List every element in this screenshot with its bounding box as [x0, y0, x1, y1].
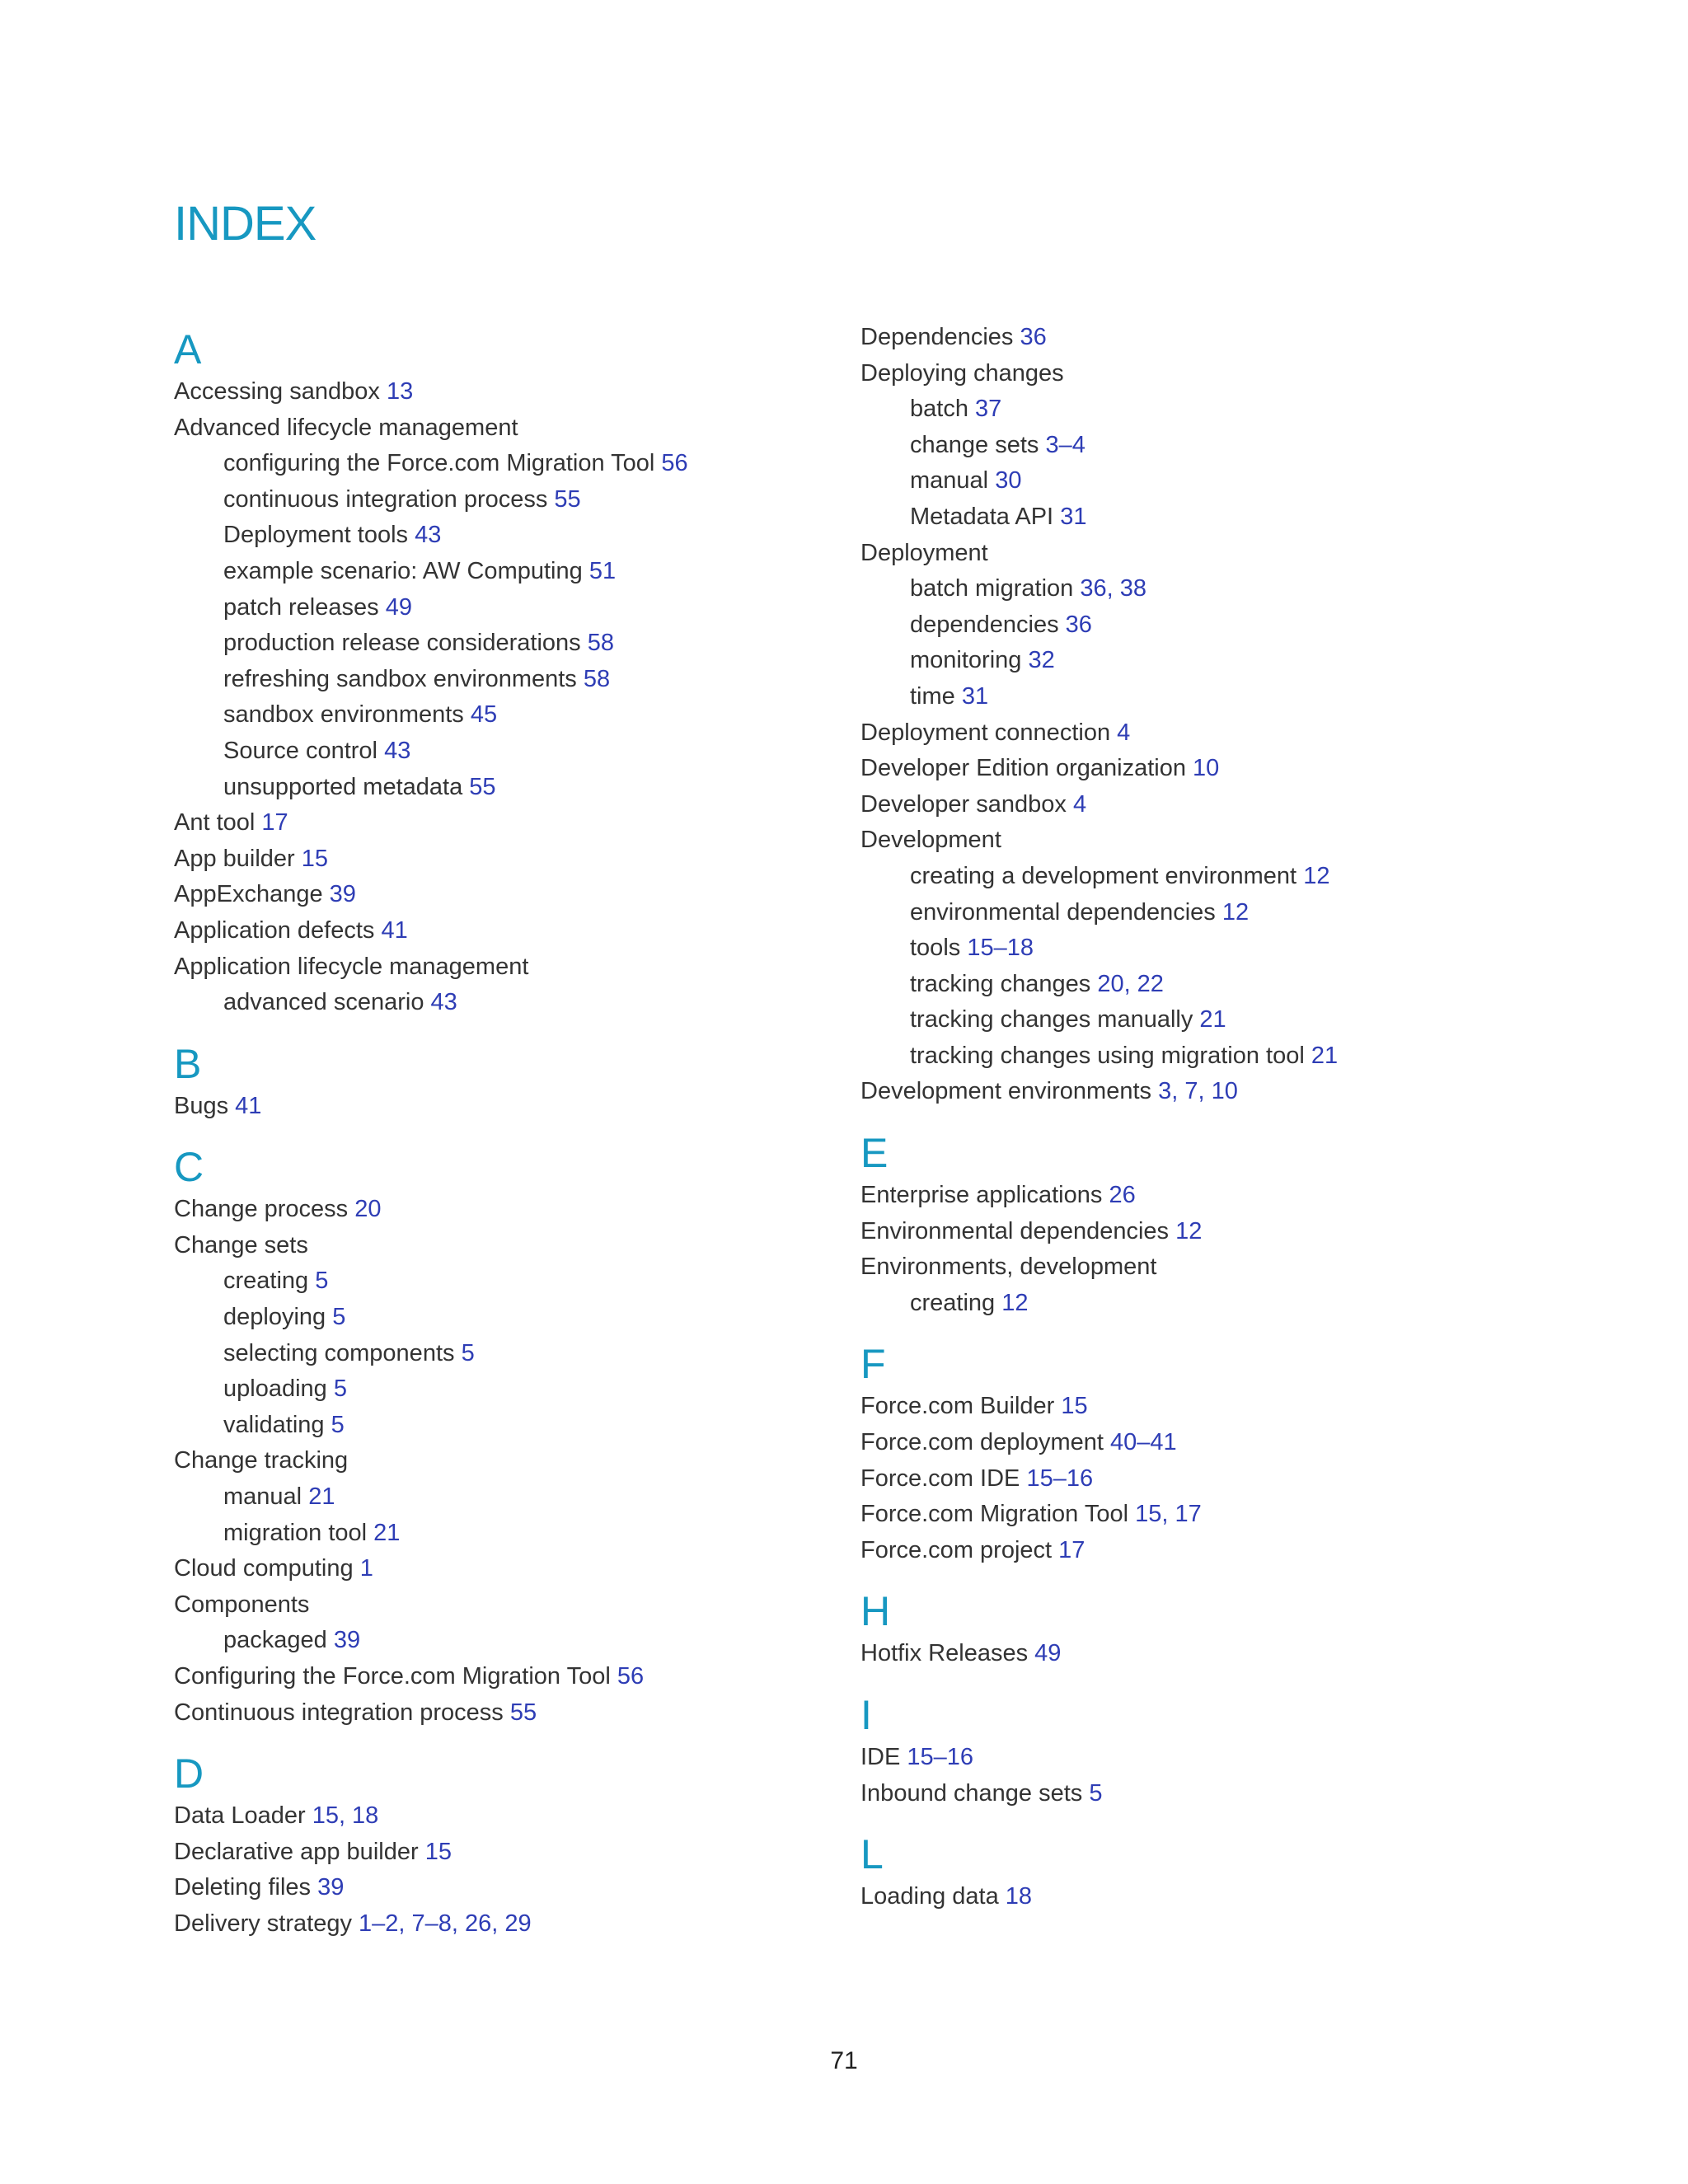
index-entry: [860, 715, 1338, 752]
page-reference-link[interactable]: 36: [1020, 324, 1047, 350]
page-reference-link[interactable]: 5: [1089, 1779, 1103, 1807]
index-entry: [174, 805, 688, 841]
section-letter: A: [174, 326, 202, 373]
entry-term: Hotfix Releases: [860, 1640, 1029, 1667]
index-entry: [860, 320, 1338, 356]
page-reference-link[interactable]: 41: [235, 1092, 262, 1119]
entry-term: Data Loader: [174, 1802, 306, 1830]
page-title: INDEX: [174, 197, 316, 251]
index-section: [860, 1831, 1338, 1915]
entry-term: Force.com Builder: [860, 1393, 1055, 1420]
entry-term: Declarative app builder: [174, 1838, 419, 1865]
page-reference-link[interactable]: 45: [470, 701, 498, 729]
page-reference-link[interactable]: 55: [469, 773, 496, 800]
entry-term: environmental dependencies: [910, 898, 1216, 926]
entry-term: Accessing sandbox: [174, 378, 380, 405]
index-entry: [174, 1228, 688, 1264]
entry-term: Source control: [223, 737, 377, 764]
entry-term: Deleting files: [174, 1874, 312, 1901]
page-reference-link[interactable]: 39: [329, 881, 356, 908]
index-section: [860, 1130, 1338, 1321]
index-entry: [174, 841, 688, 878]
page-reference-link[interactable]: 12: [1303, 862, 1330, 889]
index-subentry: [860, 428, 1338, 464]
page-reference-link[interactable]: 17: [261, 809, 288, 837]
entry-term: Configuring the Force.com Migration Tool: [174, 1663, 611, 1690]
page-reference-link[interactable]: 41: [381, 916, 408, 944]
entry-term: creating: [910, 1289, 996, 1316]
page-reference-link[interactable]: 21: [308, 1483, 335, 1511]
index-entry: [174, 1089, 688, 1125]
index-entry: [174, 1192, 688, 1228]
index-entry: [174, 1835, 688, 1871]
entry-term: Bugs: [174, 1092, 229, 1119]
entry-term: Environments, development: [860, 1254, 1157, 1281]
entry-term: Force.com IDE: [860, 1465, 1020, 1492]
entry-term: tracking changes manually: [910, 1006, 1193, 1033]
entry-term: manual: [223, 1483, 302, 1511]
entry-term: Application defects: [174, 916, 375, 944]
entry-term: configuring the Force.com Migration Tool: [223, 450, 655, 477]
entry-term: Delivery strategy: [174, 1910, 352, 1937]
index-subentry: [174, 1516, 688, 1552]
entry-term: Loading data: [860, 1883, 999, 1910]
entry-term: packaged: [223, 1627, 327, 1654]
index-entry: [174, 374, 688, 410]
index-entry: [860, 1497, 1338, 1533]
entry-term: unsupported metadata: [223, 773, 463, 800]
entry-term: Inbound change sets: [860, 1779, 1083, 1807]
page-reference-link[interactable]: 17: [1058, 1536, 1085, 1563]
index-subentry: [860, 1286, 1338, 1322]
index-subentry: [174, 733, 688, 770]
index-entry: [174, 1659, 688, 1695]
index-entry: [174, 410, 688, 447]
page-reference-link[interactable]: 31: [1060, 503, 1087, 530]
index-section: [174, 326, 688, 1021]
section-letter: D: [174, 1750, 204, 1797]
entry-term: manual: [910, 467, 989, 494]
index-subentry: [174, 590, 688, 626]
entry-term: Components: [174, 1591, 310, 1618]
page-reference-link[interactable]: 15: [424, 1838, 452, 1865]
entry-term: monitoring: [910, 647, 1022, 674]
entry-term: validating: [223, 1411, 325, 1438]
index-column-right: [860, 320, 1338, 1915]
entry-term: tracking changes using migration tool: [910, 1042, 1305, 1069]
page-reference-link[interactable]: 58: [583, 665, 611, 692]
index-subentry: [860, 895, 1338, 931]
entry-term: selecting components: [223, 1339, 455, 1366]
page-reference-link[interactable]: 56: [617, 1663, 645, 1690]
index-subentry: [860, 391, 1338, 428]
index-entry: [860, 751, 1338, 787]
entry-term: deploying: [223, 1304, 326, 1331]
index-subentry: [174, 554, 688, 590]
entry-term: Enterprise applications: [860, 1182, 1103, 1209]
page-reference-link[interactable]: 26: [1109, 1182, 1136, 1209]
index-subentry: [174, 1408, 688, 1444]
page-reference-link[interactable]: 20, 22: [1097, 970, 1164, 997]
entry-term: Deployment tools: [223, 522, 409, 549]
page-reference-link[interactable]: 18: [1005, 1883, 1033, 1910]
entry-term: Developer sandbox: [860, 790, 1067, 818]
index-subentry: [860, 463, 1338, 499]
index-subentry: [174, 1300, 688, 1336]
page-reference-link[interactable]: 37: [975, 396, 1002, 423]
index-column-left: [174, 326, 688, 1943]
entry-term: time: [910, 682, 955, 710]
entry-term: refreshing sandbox environments: [223, 665, 577, 692]
page-reference-link[interactable]: 5: [461, 1339, 475, 1366]
page-reference-link[interactable]: 5: [332, 1304, 346, 1331]
entry-term: Change sets: [174, 1231, 308, 1258]
page-number: 71: [830, 2047, 858, 2074]
entry-term: Advanced lifecycle management: [174, 414, 518, 441]
entry-term: Deployment: [860, 539, 988, 566]
page-reference-link[interactable]: 1: [359, 1555, 373, 1582]
index-subentry: [174, 626, 688, 662]
entry-term: AppExchange: [174, 881, 323, 908]
index-section: [860, 1692, 1338, 1811]
page-reference-link[interactable]: 1–2, 7–8, 26, 29: [359, 1910, 532, 1937]
entry-term: production release considerations: [223, 630, 581, 657]
section-letter: F: [860, 1341, 886, 1388]
page-reference-link[interactable]: 31: [961, 682, 989, 710]
index-section: [174, 1750, 688, 1942]
page-reference-link[interactable]: 55: [554, 485, 581, 513]
index-entry: [860, 1074, 1338, 1110]
index-entry: [860, 1249, 1338, 1286]
entry-term: advanced scenario: [223, 989, 424, 1016]
section-letter: I: [860, 1692, 872, 1738]
index-entry: [860, 1879, 1338, 1915]
entry-term: Deployment connection: [860, 719, 1111, 746]
index-subentry: [174, 518, 688, 554]
page-reference-link[interactable]: 15: [1061, 1393, 1088, 1420]
page-reference-link[interactable]: 3, 7, 10: [1158, 1078, 1238, 1105]
entry-term: example scenario: AW Computing: [223, 557, 583, 584]
entry-term: uploading: [223, 1376, 327, 1403]
index-entry: [174, 1587, 688, 1624]
index-entry: [174, 1551, 688, 1587]
page-reference-link[interactable]: 5: [315, 1268, 329, 1295]
entry-term: sandbox environments: [223, 701, 464, 729]
index-entry: [860, 1214, 1338, 1250]
page-reference-link[interactable]: 12: [1001, 1289, 1029, 1316]
index-entry: [860, 1461, 1338, 1497]
page-reference-link[interactable]: 5: [333, 1376, 347, 1403]
page-reference-link[interactable]: 49: [1034, 1640, 1062, 1667]
index-entry: [174, 913, 688, 949]
page-reference-link[interactable]: 21: [1311, 1042, 1339, 1069]
index-subentry: [174, 985, 688, 1021]
page-reference-link[interactable]: 3–4: [1045, 431, 1085, 458]
index-entry: [860, 1533, 1338, 1569]
section-letter: H: [860, 1588, 891, 1635]
index-entry: [860, 356, 1338, 392]
index-entry: [174, 877, 688, 913]
page-reference-link[interactable]: 32: [1028, 647, 1055, 674]
entry-term: dependencies: [910, 611, 1059, 638]
index-entry: [860, 1178, 1338, 1214]
entry-term: tracking changes: [910, 970, 1091, 997]
entry-term: Cloud computing: [174, 1555, 354, 1582]
page-reference-link[interactable]: 12: [1175, 1217, 1203, 1244]
index-section: [860, 1341, 1338, 1568]
page-reference-link[interactable]: 20: [354, 1196, 382, 1223]
page-reference-link[interactable]: 43: [430, 989, 457, 1016]
section-letter: E: [860, 1130, 889, 1177]
entry-term: Developer Edition organization: [860, 755, 1186, 782]
entry-term: Development: [860, 827, 1001, 854]
page-reference-link[interactable]: 15–16: [907, 1744, 974, 1770]
index-section: [174, 1041, 688, 1125]
index-subentry: [174, 1479, 688, 1516]
index-entry: [174, 949, 688, 986]
page-reference-link[interactable]: 36: [1065, 611, 1092, 638]
index-entry: [174, 1870, 688, 1906]
section-letter: L: [860, 1831, 884, 1878]
page-reference-link[interactable]: 4: [1117, 719, 1131, 746]
entry-term: migration tool: [223, 1519, 368, 1546]
index-subentry: [860, 607, 1338, 644]
page-reference-link[interactable]: 4: [1072, 790, 1087, 818]
index-subentry: [174, 662, 688, 698]
index-entry: [860, 1740, 1338, 1776]
entry-term: Force.com project: [860, 1536, 1053, 1563]
index-subentry: [174, 1336, 688, 1372]
page-reference-link[interactable]: 43: [415, 522, 442, 549]
entry-term: Change tracking: [174, 1447, 349, 1474]
index-section: [860, 320, 1338, 1110]
entry-term: creating a development environment: [910, 862, 1297, 889]
index-subentry: [174, 482, 688, 518]
page-reference-link[interactable]: 15, 17: [1135, 1501, 1202, 1528]
index-subentry: [174, 697, 688, 733]
index-subentry: [860, 930, 1338, 967]
entry-term: continuous integration process: [223, 485, 548, 513]
index-subentry: [860, 967, 1338, 1003]
entry-term: Continuous integration process: [174, 1699, 504, 1726]
page-reference-link[interactable]: 30: [995, 467, 1022, 494]
index-subentry: [860, 859, 1338, 895]
index-subentry: [174, 770, 688, 806]
index-subentry: [860, 679, 1338, 715]
entry-term: Ant tool: [174, 809, 256, 837]
entry-term: Dependencies: [860, 324, 1014, 350]
index-entry: [860, 1636, 1338, 1672]
entry-term: batch: [910, 396, 968, 423]
index-entry: [860, 823, 1338, 859]
page-reference-link[interactable]: 21: [373, 1519, 401, 1546]
entry-term: Change process: [174, 1196, 349, 1223]
entry-term: Force.com Migration Tool: [860, 1501, 1129, 1528]
index-subentry: [860, 643, 1338, 679]
entry-term: Application lifecycle management: [174, 953, 529, 980]
section-letter: C: [174, 1144, 204, 1191]
index-subentry: [174, 1263, 688, 1300]
page-reference-link[interactable]: 58: [587, 630, 614, 657]
entry-term: tools: [910, 935, 961, 962]
page-reference-link[interactable]: 15–16: [1026, 1465, 1094, 1492]
page-reference-link[interactable]: 39: [317, 1874, 345, 1901]
page-reference-link[interactable]: 36, 38: [1080, 575, 1146, 602]
entry-term: Force.com deployment: [860, 1429, 1104, 1456]
entry-term: change sets: [910, 431, 1039, 458]
entry-term: Environmental dependencies: [860, 1217, 1170, 1244]
page-reference-link[interactable]: 21: [1199, 1006, 1226, 1033]
index-entry: [860, 536, 1338, 572]
page-reference-link[interactable]: 13: [386, 378, 414, 405]
index-entry: [174, 1906, 688, 1943]
index-subentry: [174, 1623, 688, 1659]
page-reference-link[interactable]: 51: [588, 557, 617, 584]
index-subentry: [860, 499, 1338, 536]
index-entry: [860, 1776, 1338, 1812]
page-reference-link[interactable]: 10: [1193, 755, 1220, 782]
entry-term: IDE: [860, 1744, 901, 1770]
page-reference-link[interactable]: 15: [301, 845, 329, 872]
page-reference-link[interactable]: 56: [661, 450, 688, 477]
index-entry: [174, 1443, 688, 1479]
entry-term: App builder: [174, 845, 295, 872]
page-reference-link[interactable]: 49: [385, 593, 412, 621]
page-reference-link[interactable]: 43: [384, 737, 411, 764]
index-section: [174, 1144, 688, 1731]
entry-term: Metadata API: [910, 503, 1054, 530]
index-entry: [860, 1389, 1338, 1425]
page-reference-link[interactable]: 15, 18: [312, 1802, 379, 1830]
index-entry: [860, 1425, 1338, 1461]
entry-term: patch releases: [223, 593, 379, 621]
page-reference-link[interactable]: 39: [333, 1627, 361, 1654]
section-letter: B: [174, 1040, 202, 1087]
index-subentry: [174, 446, 688, 482]
entry-term: creating: [223, 1268, 309, 1295]
page-reference-link[interactable]: 12: [1221, 898, 1250, 926]
index-entry: [860, 787, 1338, 823]
entry-term: batch migration: [910, 575, 1074, 602]
index-entry: [174, 1798, 688, 1835]
page-reference-link[interactable]: 15–18: [967, 935, 1034, 962]
entry-term: Deploying changes: [860, 359, 1064, 387]
entry-term: Development environments: [860, 1078, 1152, 1105]
index-subentry: [174, 1371, 688, 1408]
index-section: [860, 1588, 1338, 1672]
index-subentry: [860, 1002, 1338, 1038]
page-reference-link[interactable]: 40–41: [1110, 1429, 1177, 1456]
index-entry: [174, 1695, 688, 1732]
index-subentry: [860, 1038, 1338, 1075]
page-reference-link[interactable]: 5: [331, 1411, 345, 1438]
page-reference-link[interactable]: 55: [509, 1699, 537, 1726]
index-subentry: [860, 571, 1338, 607]
